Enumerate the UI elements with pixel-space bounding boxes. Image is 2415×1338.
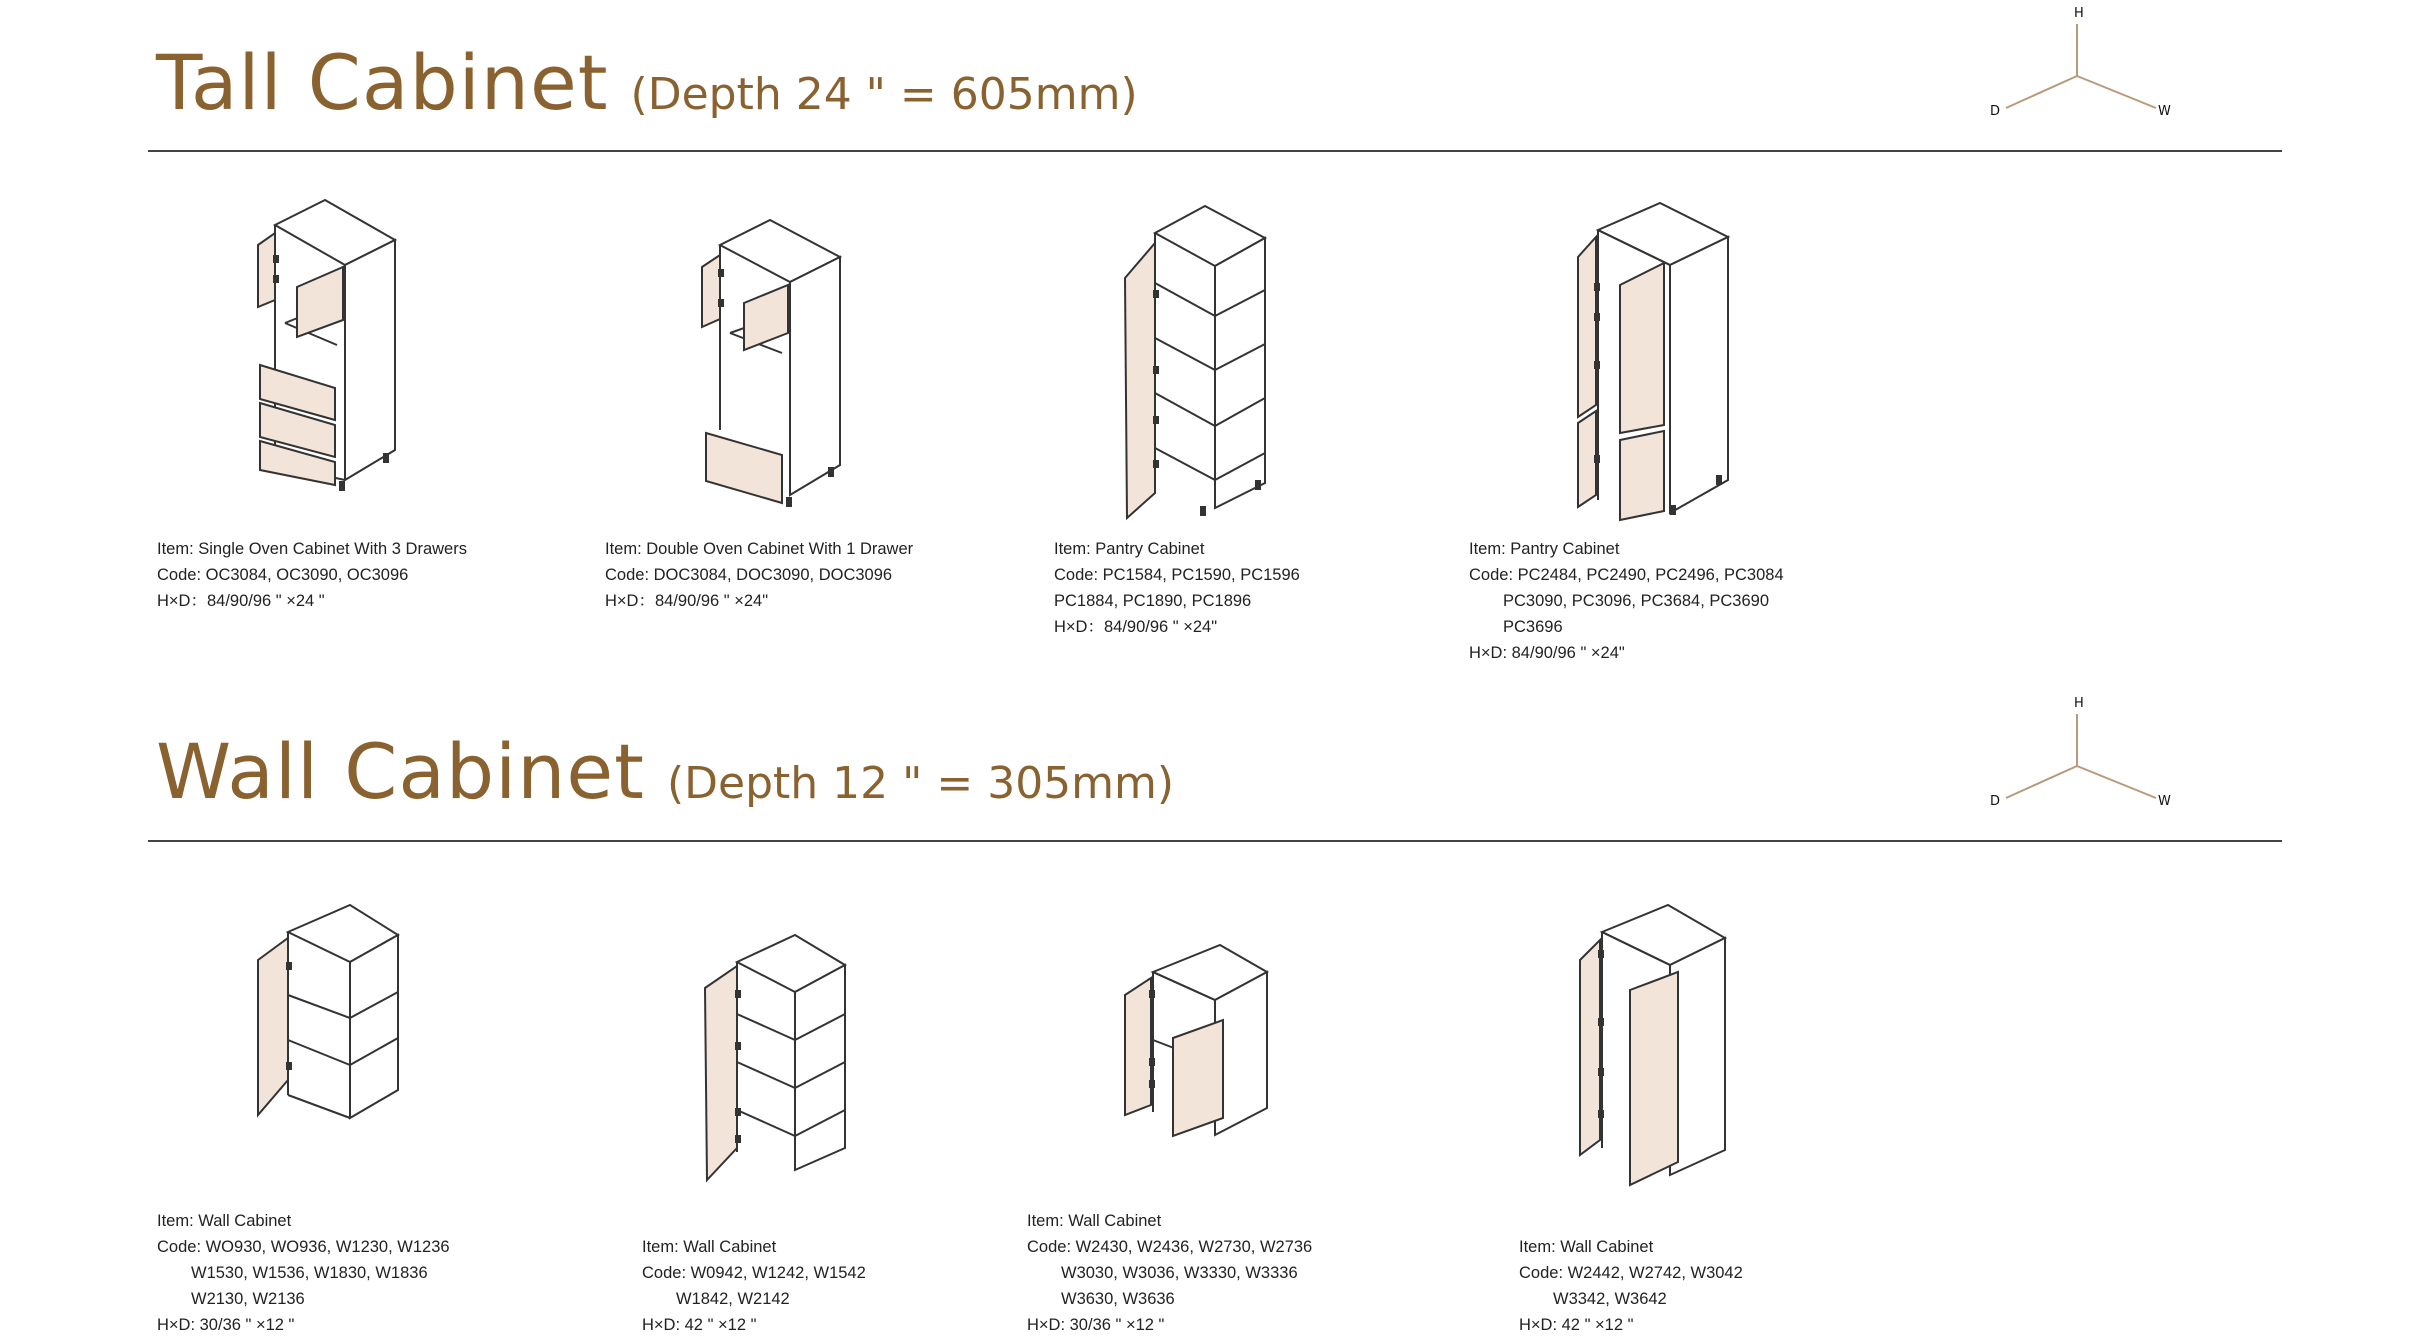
item-name: Item: Wall Cabinet: [642, 1238, 777, 1256]
axis-lines-icon: [1960, 690, 2180, 810]
wall-section-divider: [148, 840, 2282, 842]
item-name: Item: Wall Cabinet: [1519, 1238, 1654, 1256]
axis-label-h: H: [2074, 6, 2084, 21]
item-size: H×D: 42 " ×12 ": [1519, 1316, 1634, 1334]
single-oven-cabinet-drawing: [245, 195, 415, 495]
item-code: Code: W2430, W2436, W2730, W2736: [1027, 1238, 1313, 1256]
item-code: Code: WO930, WO936, W1230, W1236: [157, 1238, 450, 1256]
item-code: Code: OC3084, OC3090, OC3096: [157, 566, 409, 584]
item-code-cont: PC1884, PC1890, PC1896: [1054, 592, 1252, 610]
wall-caption-2: [642, 1234, 866, 1338]
item-size: H×D：84/90/96 " ×24 ": [157, 592, 325, 610]
item-code-cont: PC3090, PC3096, PC3684, PC3690: [1503, 592, 1770, 610]
axis-label-d: D: [1990, 104, 2001, 119]
wall-cabinet-heading: [156, 727, 1174, 816]
wall-caption-4: [1519, 1234, 1743, 1338]
item-code: Code: W0942, W1242, W1542: [642, 1264, 866, 1282]
wall-cabinet-4-drawing: [1570, 900, 1740, 1190]
tall-section-divider: [148, 150, 2282, 152]
tall-cabinet-title: Tall Cabinet: [156, 38, 609, 127]
item-name: Item: Wall Cabinet: [1027, 1212, 1162, 1230]
axis-label-h: H: [2074, 696, 2084, 711]
tall-caption-4: [1469, 536, 1784, 666]
item-name: Item: Pantry Cabinet: [1469, 540, 1620, 558]
item-code: Code: PC2484, PC2490, PC2496, PC3084: [1469, 566, 1784, 584]
tall-caption-3: [1054, 536, 1300, 640]
item-size: H×D: 30/36 " ×12 ": [1027, 1316, 1165, 1334]
axis-label-w: W: [2158, 104, 2171, 119]
item-code-cont: W3630, W3636: [1061, 1290, 1175, 1308]
item-size: H×D: 42 " ×12 ": [642, 1316, 757, 1334]
double-oven-cabinet-drawing: [690, 215, 860, 515]
wall-cabinet-1-drawing: [250, 900, 410, 1125]
item-code: Code: PC1584, PC1590, PC1596: [1054, 566, 1300, 584]
axis-lines-icon: [1960, 0, 2180, 120]
item-name: Item: Wall Cabinet: [157, 1212, 292, 1230]
pantry-cabinet-1-drawing: [1115, 198, 1275, 523]
item-code-cont: PC3696: [1503, 618, 1563, 636]
tall-axis-diagram: [1960, 0, 2180, 120]
wall-cabinet-2-drawing: [695, 930, 855, 1185]
wall-axis-diagram: [1960, 690, 2180, 810]
item-code: Code: DOC3084, DOC3090, DOC3096: [605, 566, 893, 584]
item-name: Item: Double Oven Cabinet With 1 Drawer: [605, 540, 914, 558]
tall-caption-1: [157, 536, 467, 614]
item-code: Code: W2442, W2742, W3042: [1519, 1264, 1743, 1282]
item-name: Item: Pantry Cabinet: [1054, 540, 1205, 558]
pantry-cabinet-2-drawing: [1570, 195, 1740, 525]
tall-cabinet-heading: [156, 38, 1138, 127]
item-size: H×D：84/90/96 " ×24": [605, 592, 769, 610]
item-size: H×D: 30/36 " ×12 ": [157, 1316, 295, 1334]
axis-label-w: W: [2158, 794, 2171, 809]
item-code-cont: W1530, W1536, W1830, W1836: [191, 1264, 428, 1282]
item-code-cont: W1842, W2142: [676, 1290, 790, 1308]
wall-cabinet-depth: (Depth 12 " = 305mm): [666, 758, 1175, 809]
item-name: Item: Single Oven Cabinet With 3 Drawers: [157, 540, 467, 558]
tall-caption-2: [605, 536, 913, 614]
item-code-cont: W3030, W3036, W3330, W3336: [1061, 1264, 1298, 1282]
tall-cabinet-depth: (Depth 24 " = 605mm): [630, 69, 1138, 120]
item-size: H×D: 84/90/96 " ×24": [1469, 644, 1625, 662]
wall-cabinet-3-drawing: [1115, 940, 1275, 1145]
item-code-cont: W3342, W3642: [1553, 1290, 1667, 1308]
item-size: H×D：84/90/96 " ×24": [1054, 618, 1218, 636]
item-code-cont: W2130, W2136: [191, 1290, 305, 1308]
wall-cabinet-title: Wall Cabinet: [156, 727, 645, 816]
axis-label-d: D: [1990, 794, 2001, 809]
